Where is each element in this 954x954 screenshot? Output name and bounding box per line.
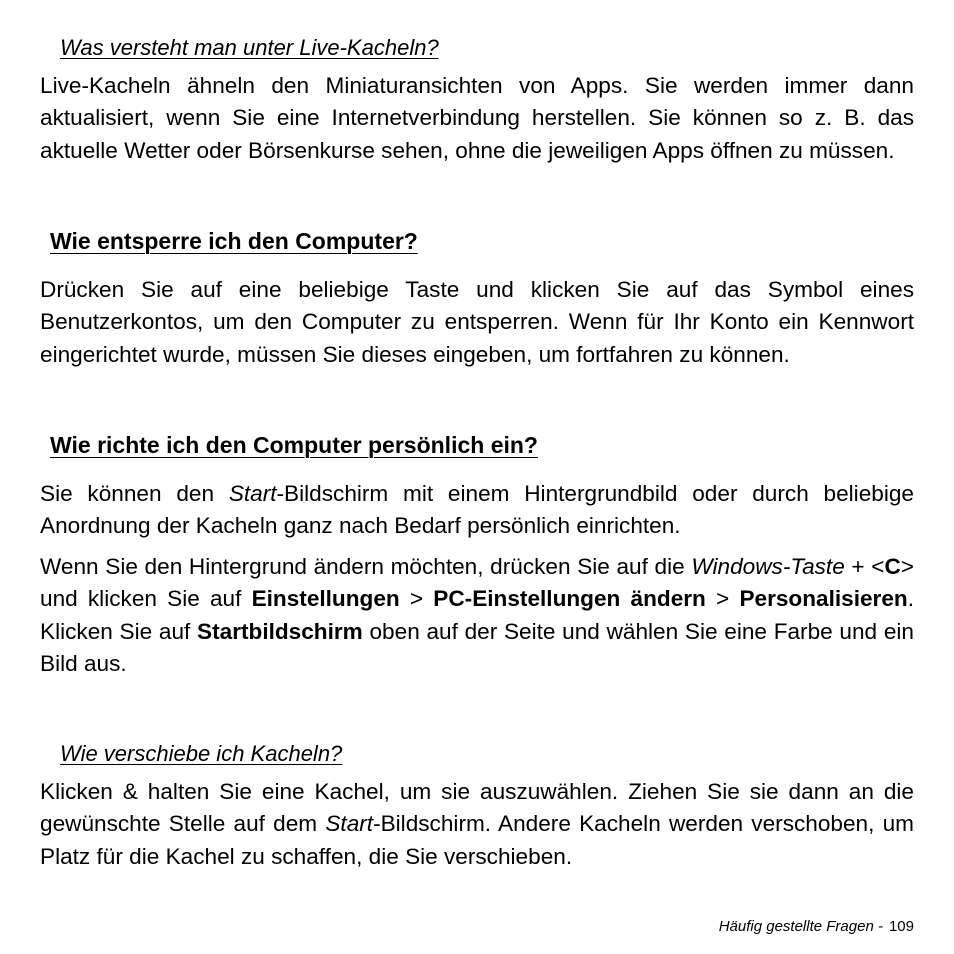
paragraph-change-background <box>40 551 914 681</box>
page-footer <box>719 918 914 935</box>
startbildschirm-bold: Startbildschirm <box>197 618 363 644</box>
footer-label: Häufig gestellte Fragen - <box>718 918 883 935</box>
einstellungen-bold: Einstellungen <box>251 586 400 612</box>
text-run: Sie können den <box>40 481 229 506</box>
text-run: -Bildschirm mit einem Hintergrundbild oder durch beliebige Anordnung der Kacheln ganz nach Bedarf persönlich einrichten. <box>40 481 914 539</box>
windows-key-emphasis: Windows-Taste <box>691 554 845 579</box>
section-heading-move-tiles: Wie verschiebe ich Kacheln? <box>60 741 343 766</box>
text-run: > <box>705 586 740 612</box>
start-emphasis: Start <box>325 811 374 837</box>
text-run: + < <box>844 554 885 579</box>
start-emphasis: Start <box>228 481 277 506</box>
text-run: -Bildschirm. Andere Kacheln werden verschoben, um Platz für die Kachel zu schaffen, die Sie verschieben. <box>40 811 914 869</box>
paragraph-live-tiles: Live-Kacheln ähneln den Miniaturansichten von Apps. Sie werden immer dann aktualisiert, wenn Sie eine Internetverbindung herstellen. Sie können so z. B. das aktuelle Wetter oder Börsenkurse sehen, ohne die jeweiligen Apps öffnen zu müssen. <box>40 73 914 163</box>
section-heading-unlock-computer: Wie entsperre ich den Computer? <box>50 228 418 254</box>
text-run: oben auf der Seite und wählen Sie eine Farbe und ein Bild aus. <box>40 618 914 677</box>
paragraph-unlock-computer: Drücken Sie auf eine beliebige Taste und klicken Sie auf das Symbol eines Benutzerkontos, um den Computer zu entsperren. Wenn für Ihr Konto ein Kennwort eingerichtet wurde, müssen Sie dieses eingeben, um fortfahren zu können. <box>40 277 914 367</box>
text-run: > und klicken Sie auf <box>40 554 914 612</box>
personalisieren-bold: Personalisieren <box>739 586 908 612</box>
section-heading-live-tiles: Was versteht man unter Live-Kacheln? <box>60 35 439 60</box>
text-run: Wenn Sie den Hintergrund ändern möchten, drücken Sie auf die <box>40 554 692 579</box>
paragraph-personalize-start <box>40 478 914 543</box>
text-run: Klicken & halten Sie eine Kachel, um sie auszuwählen. Ziehen Sie sie dann an die gewünschte Stelle auf dem <box>40 779 914 837</box>
c-key-bold: C <box>884 554 901 579</box>
pc-einstellungen-bold: PC-Einstellungen ändern <box>433 586 706 612</box>
page-number: 109 <box>888 918 914 935</box>
paragraph-move-tiles <box>40 776 914 873</box>
text-run: > <box>399 586 434 612</box>
section-heading-personalize: Wie richte ich den Computer persönlich ein? <box>50 432 538 458</box>
text-run: . Klicken Sie auf <box>40 586 915 644</box>
